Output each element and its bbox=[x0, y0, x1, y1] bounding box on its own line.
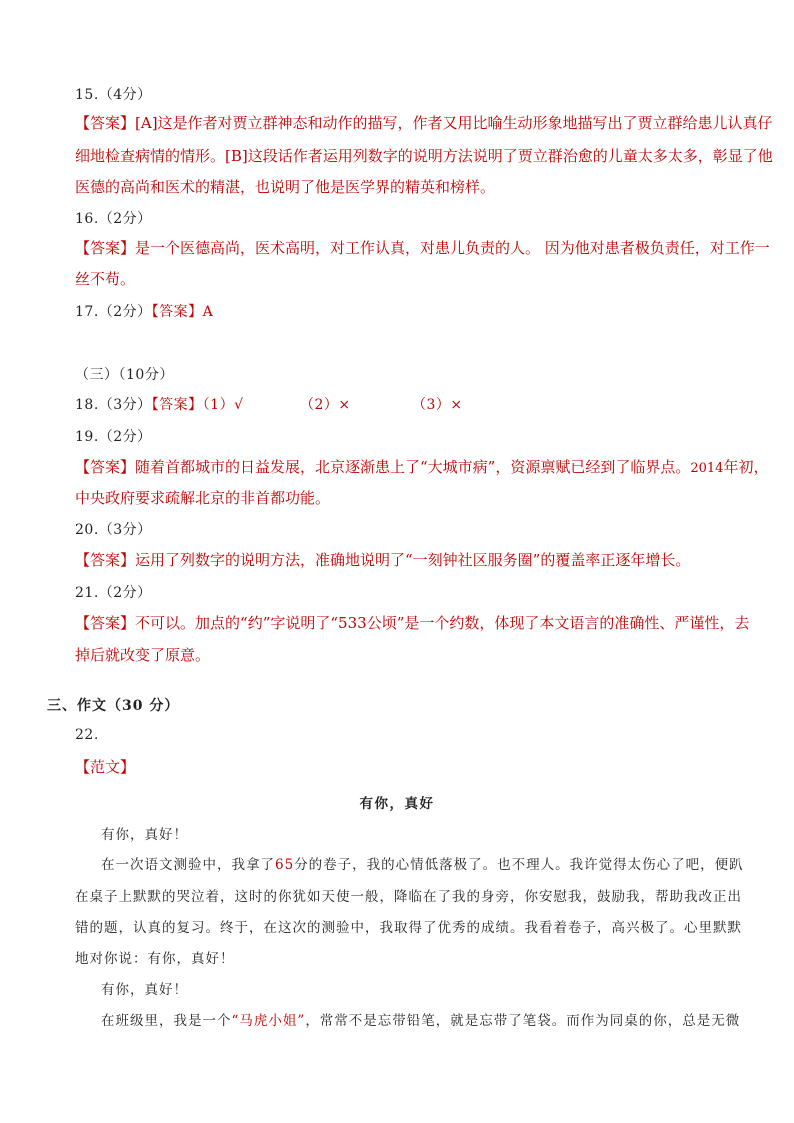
answer-tag: 【答案】 bbox=[75, 614, 136, 632]
q17-label: 17.（2分） bbox=[75, 304, 152, 320]
essay-paragraph-2-line-2: 在桌子上默默的哭泣着，这时的你犹如天使一般，降临在了我的身旁，你安慰我，鼓励我，帮助我改正出 bbox=[75, 889, 742, 905]
q22-label: 22. bbox=[75, 727, 99, 743]
section-3-heading: 三、作文（30 分） bbox=[47, 698, 180, 714]
q15-answer-line-3: 医德的高尚和医术的精湛，也说明了他是医学界的精英和榜样。 bbox=[75, 178, 496, 196]
q20-answer-line-1: 【答案】运用了列数字的说明方法，准确地说明了“一刻钟社区服务圈”的覆盖率正逐年增长。 bbox=[75, 551, 691, 569]
q18-answer-3: （3）× bbox=[412, 397, 463, 413]
q19-answer-line-1: 【答案】随着首都城市的日益发展，北京逐渐患上了“大城市病”，资源禀赋已经到了临界点。2014年初， bbox=[75, 458, 769, 476]
q16-answer-line-2: 丝不苟。 bbox=[75, 270, 136, 288]
q17-answer: A bbox=[202, 304, 214, 320]
q16-answer-text: 是一个医德高尚，医术高明，对工作认真，对患儿负责的人。 因为他对患者极负责任，对工作一 bbox=[135, 239, 770, 257]
q21-answer-line-1: 【答案】不可以。加点的“约”字说明了“533公顷”是一个约数，体现了本文语言的准确性、严谨性，去 bbox=[75, 614, 750, 632]
essay-paragraph-2-line-3: 错的题，认真的复习。终于，在这次的测验中，我取得了优秀的成绩。我看着卷子，高兴极了。心里默默 bbox=[75, 920, 742, 936]
answer-tag: 【答案】 bbox=[75, 551, 136, 569]
q21-answer-line-2: 掉后就改变了原意。 bbox=[75, 646, 211, 664]
q16-answer-line-1 bbox=[75, 237, 770, 259]
q15-answer-line-2: 细地检查病情的情形。[B]这段话作者运用列数字的说明方法说明了贾立群治愈的儿童太多太多，彰显了他 bbox=[75, 147, 773, 165]
answer-tag: 【答案】 bbox=[151, 304, 203, 320]
essay-paragraph-1: 有你，真好！ bbox=[101, 827, 188, 843]
model-essay-tag: 【范文】 bbox=[75, 758, 136, 776]
q17-line bbox=[75, 301, 213, 321]
q16-label: 16.（2分） bbox=[75, 211, 152, 227]
q20-label: 20.（3分） bbox=[75, 522, 152, 538]
answer-tag: 【答案】 bbox=[75, 114, 136, 132]
essay-paragraph-2-line-4: 地对你说：有你，真好！ bbox=[75, 951, 235, 967]
q15-answer-line-1 bbox=[75, 112, 773, 134]
q18-line bbox=[75, 394, 244, 414]
q19-answer-line-2: 中央政府要求疏解北京的非首都功能。 bbox=[75, 489, 331, 507]
part-3-label: （三）（10分） bbox=[75, 367, 174, 383]
q19-label: 19.（2分） bbox=[75, 429, 152, 445]
q15-answer-text: [A]这是作者对贾立群神态和动作的描写，作者又用比喻生动形象地描写出了贾立群给患儿认真仔 bbox=[135, 114, 773, 132]
answer-tag: 【答案】 bbox=[75, 239, 136, 257]
essay-paragraph-3: 有你，真好！ bbox=[101, 982, 188, 998]
q18-answer-1: （1）√ bbox=[202, 397, 244, 413]
q18-answer-2: （2）× bbox=[300, 397, 351, 413]
q21-label: 21.（2分） bbox=[75, 585, 152, 601]
q18-label: 18.（3分） bbox=[75, 397, 152, 413]
answer-tag: 【答案】 bbox=[75, 458, 136, 476]
essay-paragraph-2-line-1: 在一次语文测验中，我拿了65分的卷子，我的心情低落极了。也不理人。我许觉得太伤心了吧，便趴 bbox=[101, 857, 744, 873]
essay-paragraph-4-line-1: 在班级里，我是一个“马虎小姐”，常常不是忘带铅笔，就是忘带了笔袋。而作为同桌的你，总是无微 bbox=[101, 1013, 741, 1029]
essay-title: 有你，真好 bbox=[359, 796, 435, 812]
answer-tag: 【答案】 bbox=[151, 397, 203, 413]
q15-label: 15.（4分） bbox=[75, 87, 152, 103]
